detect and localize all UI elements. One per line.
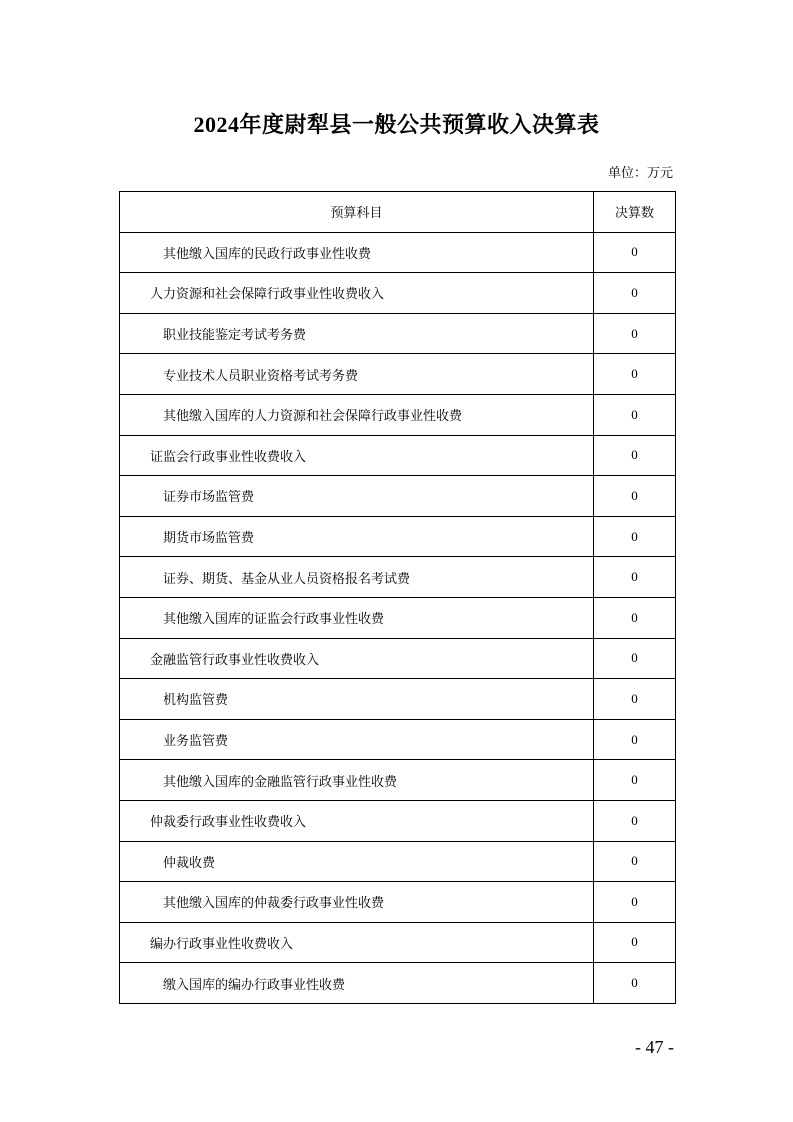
header-final-amount: 决算数 (594, 192, 676, 233)
table-row (120, 760, 676, 801)
table-row (120, 597, 676, 638)
budget-item-name: 专业技术人员职业资格考试考务费 (120, 354, 594, 395)
table-row (120, 232, 676, 273)
final-amount-value: 0 (594, 313, 676, 354)
table-row (120, 435, 676, 476)
table-row (120, 313, 676, 354)
page-number: - 47 - (635, 1037, 674, 1057)
page-title: 2024年度尉犁县一般公共预算收入决算表 (193, 112, 600, 137)
table-row (120, 557, 676, 598)
table-row (120, 394, 676, 435)
budget-item-name: 其他缴入国库的证监会行政事业性收费 (120, 597, 594, 638)
table-row (120, 882, 676, 923)
final-amount-value: 0 (594, 841, 676, 882)
table-row (120, 476, 676, 517)
table-header-row (120, 192, 676, 233)
budget-item-name: 编办行政事业性收费收入 (120, 922, 594, 963)
final-amount-value: 0 (594, 476, 676, 517)
budget-item-name: 其他缴入国库的仲裁委行政事业性收费 (120, 882, 594, 923)
table-row (120, 719, 676, 760)
budget-item-name: 职业技能鉴定考试考务费 (120, 313, 594, 354)
final-amount-value: 0 (594, 760, 676, 801)
table-row (120, 273, 676, 314)
final-amount-value: 0 (594, 922, 676, 963)
budget-item-name: 其他缴入国库的人力资源和社会保障行政事业性收费 (120, 394, 594, 435)
table-row (120, 679, 676, 720)
final-amount-value: 0 (594, 719, 676, 760)
final-amount-value: 0 (594, 800, 676, 841)
table-row (120, 922, 676, 963)
table-row (120, 800, 676, 841)
table-row (120, 963, 676, 1004)
final-amount-value: 0 (594, 435, 676, 476)
budget-item-name: 机构监管费 (120, 679, 594, 720)
budget-item-name: 缴入国库的编办行政事业性收费 (120, 963, 594, 1004)
final-amount-value: 0 (594, 597, 676, 638)
final-amount-value: 0 (594, 516, 676, 557)
final-amount-value: 0 (594, 679, 676, 720)
budget-item-name: 仲裁委行政事业性收费收入 (120, 800, 594, 841)
header-budget-item: 预算科目 (120, 192, 594, 233)
table-row (120, 354, 676, 395)
budget-item-name: 证券市场监管费 (120, 476, 594, 517)
final-amount-value: 0 (594, 638, 676, 679)
final-amount-value: 0 (594, 354, 676, 395)
final-amount-value: 0 (594, 394, 676, 435)
budget-item-name: 证监会行政事业性收费收入 (120, 435, 594, 476)
budget-table (119, 191, 676, 1004)
table-row (120, 841, 676, 882)
budget-item-name: 其他缴入国库的民政行政事业性收费 (120, 232, 594, 273)
budget-item-name: 证券、期货、基金从业人员资格报名考试费 (120, 557, 594, 598)
budget-item-name: 业务监管费 (120, 719, 594, 760)
final-amount-value: 0 (594, 232, 676, 273)
budget-item-name: 人力资源和社会保障行政事业性收费收入 (120, 273, 594, 314)
table-row (120, 516, 676, 557)
budget-item-name: 其他缴入国库的金融监管行政事业性收费 (120, 760, 594, 801)
table-row (120, 638, 676, 679)
budget-item-name: 期货市场监管费 (120, 516, 594, 557)
budget-item-name: 金融监管行政事业性收费收入 (120, 638, 594, 679)
final-amount-value: 0 (594, 882, 676, 923)
final-amount-value: 0 (594, 963, 676, 1004)
unit-label: 单位：万元 (607, 165, 673, 180)
final-amount-value: 0 (594, 557, 676, 598)
final-amount-value: 0 (594, 273, 676, 314)
budget-item-name: 仲裁收费 (120, 841, 594, 882)
